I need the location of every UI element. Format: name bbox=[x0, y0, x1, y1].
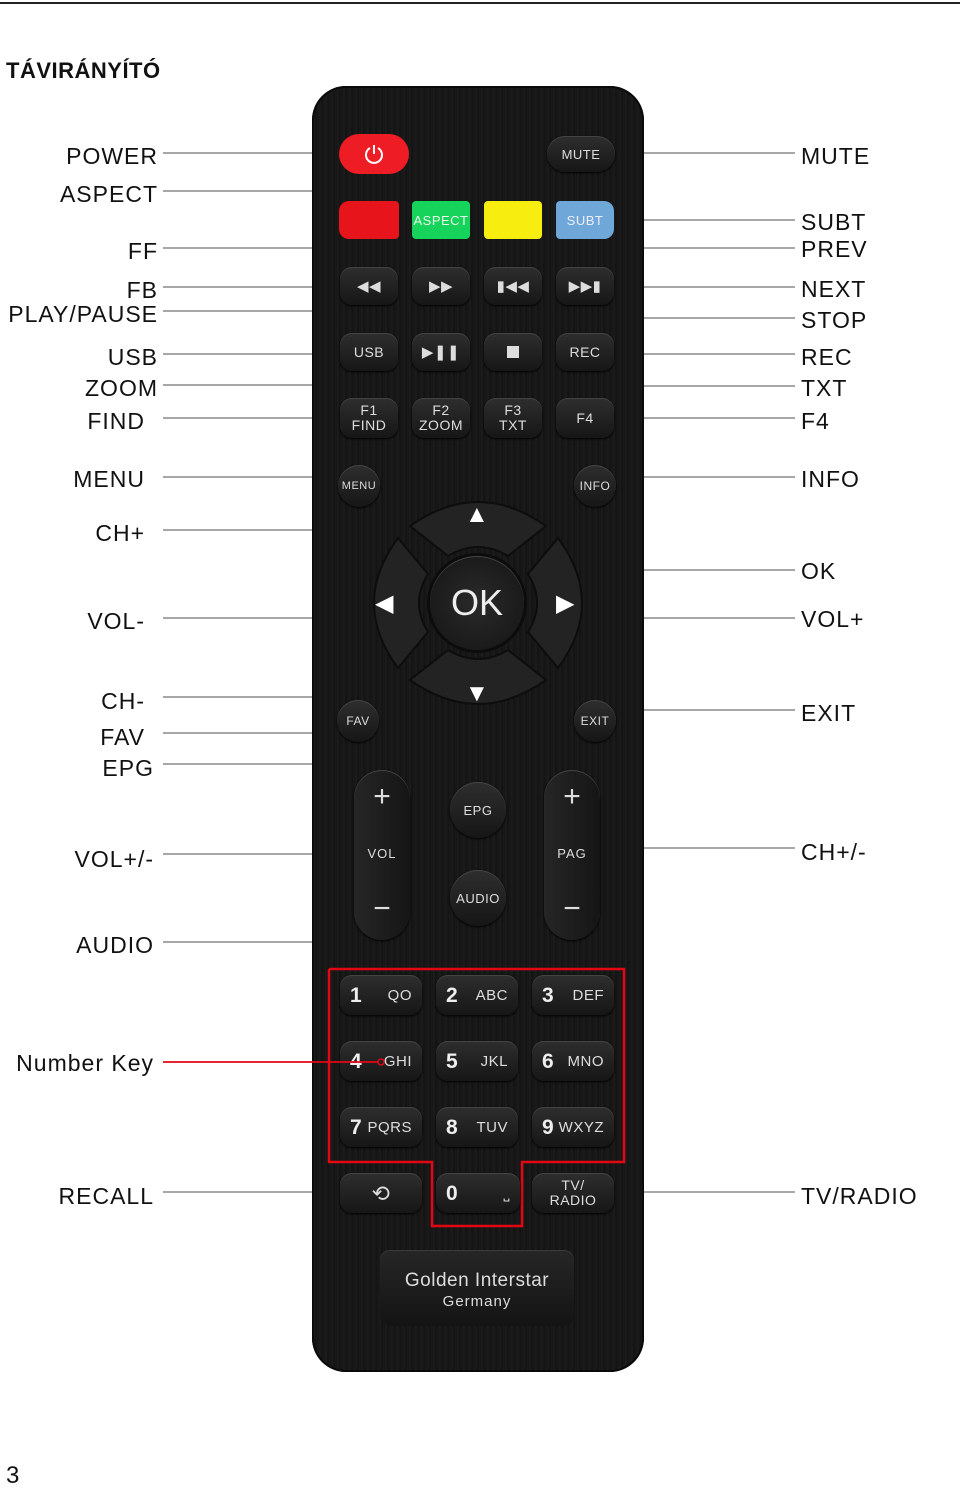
number-key-7-letters: PQRS bbox=[367, 1118, 412, 1136]
recall-button[interactable] bbox=[340, 1173, 422, 1213]
fast-forward-icon: ▶▶ bbox=[428, 277, 454, 295]
label-exit: EXIT bbox=[801, 700, 857, 726]
pag-label: PAG bbox=[557, 846, 587, 861]
number-key-1[interactable] bbox=[340, 975, 422, 1015]
label-info: INFO bbox=[801, 466, 860, 492]
info-button[interactable]: INFO bbox=[574, 465, 616, 507]
label-prev: PREV bbox=[801, 236, 868, 262]
epg-button[interactable]: EPG bbox=[450, 782, 506, 838]
label-tv-radio: TV/RADIO bbox=[801, 1183, 918, 1209]
number-key-8-letters: TUV bbox=[476, 1118, 508, 1136]
arrow-up-icon[interactable]: ▲ bbox=[465, 501, 489, 528]
rec-button[interactable]: REC bbox=[556, 333, 614, 371]
number-key-6[interactable] bbox=[532, 1041, 614, 1081]
f1-find-button[interactable] bbox=[340, 398, 398, 438]
f4-button[interactable]: F4 bbox=[556, 398, 614, 438]
red-button[interactable] bbox=[339, 201, 399, 239]
recall-icon: ⟲ bbox=[371, 1180, 391, 1206]
label-stop: STOP bbox=[801, 307, 868, 333]
number-key-0[interactable] bbox=[436, 1173, 520, 1213]
pag-plus-icon: + bbox=[563, 780, 581, 813]
radio-label: RADIO bbox=[549, 1192, 597, 1208]
label-vol-plus: VOL+ bbox=[801, 606, 865, 632]
label-txt: TXT bbox=[801, 375, 848, 401]
label-mute: MUTE bbox=[801, 143, 871, 169]
label-number-key: Number Key bbox=[16, 1050, 154, 1076]
number-key-2[interactable] bbox=[436, 975, 518, 1015]
label-audio: AUDIO bbox=[76, 932, 154, 958]
number-key-7[interactable] bbox=[340, 1107, 422, 1147]
page-number: 3 bbox=[6, 1462, 20, 1489]
menu-button[interactable]: MENU bbox=[338, 465, 380, 507]
next-button[interactable] bbox=[556, 267, 614, 305]
brand-plate bbox=[380, 1250, 574, 1326]
number-key-2-letters: ABC bbox=[475, 986, 508, 1004]
usb-button[interactable]: USB bbox=[340, 333, 398, 371]
label-recall: RECALL bbox=[58, 1183, 154, 1209]
stop-icon bbox=[507, 346, 519, 358]
prev-button[interactable] bbox=[484, 267, 542, 305]
tv-label: TV/ bbox=[561, 1177, 585, 1193]
skip-next-icon: ▶▶▮ bbox=[568, 277, 602, 295]
rewind-icon: ◀◀ bbox=[356, 277, 382, 295]
label-next: NEXT bbox=[801, 276, 867, 302]
top-rule bbox=[0, 2, 960, 4]
number-key-3[interactable] bbox=[532, 975, 614, 1015]
label-ch-pm: CH+/- bbox=[801, 839, 867, 865]
label-fb: FB bbox=[126, 277, 158, 303]
zoom-label: ZOOM bbox=[419, 417, 463, 433]
subt-button[interactable]: SUBT bbox=[556, 201, 614, 239]
f3-txt-button[interactable] bbox=[484, 398, 542, 438]
label-find: FIND bbox=[87, 408, 145, 434]
number-key-7-digit: 7 bbox=[350, 1115, 363, 1139]
number-key-5-digit: 5 bbox=[446, 1049, 459, 1073]
label-rec: REC bbox=[801, 344, 853, 370]
pag-minus-icon: − bbox=[563, 892, 581, 925]
label-fav: FAV bbox=[100, 724, 145, 750]
vol-minus-icon: − bbox=[373, 892, 391, 925]
number-key-9-digit: 9 bbox=[542, 1115, 555, 1139]
arrow-down-icon[interactable]: ▼ bbox=[465, 680, 489, 707]
number-key-9[interactable] bbox=[532, 1107, 614, 1147]
number-key-6-letters: MNO bbox=[567, 1052, 604, 1070]
number-key-1-digit: 1 bbox=[350, 983, 363, 1007]
vol-plus-icon: + bbox=[373, 780, 391, 813]
label-ok: OK bbox=[801, 558, 837, 584]
arrow-left-icon[interactable]: ◀ bbox=[375, 590, 394, 617]
label-subt: SUBT bbox=[801, 209, 867, 235]
number-key-3-letters: DEF bbox=[572, 986, 604, 1004]
vol-rocker[interactable] bbox=[354, 770, 410, 940]
label-power: POWER bbox=[66, 143, 158, 169]
pag-rocker[interactable] bbox=[544, 770, 600, 940]
space-icon: ⎵ bbox=[503, 1184, 510, 1202]
vol-label: VOL bbox=[367, 846, 397, 861]
number-key-0-digit: 0 bbox=[446, 1181, 459, 1205]
number-key-1-letters: QO bbox=[387, 986, 412, 1004]
number-key-5-letters: JKL bbox=[480, 1052, 508, 1070]
txt-label: TXT bbox=[499, 417, 527, 433]
label-epg: EPG bbox=[102, 755, 154, 781]
arrow-right-icon[interactable]: ▶ bbox=[556, 590, 575, 617]
number-key-6-digit: 6 bbox=[542, 1049, 555, 1073]
power-button[interactable] bbox=[339, 134, 409, 174]
number-key-5[interactable] bbox=[436, 1041, 518, 1081]
number-key-3-digit: 3 bbox=[542, 983, 555, 1007]
brand-name: Golden Interstar bbox=[404, 1270, 550, 1291]
yellow-button[interactable] bbox=[484, 201, 542, 239]
aspect-button[interactable]: ASPECT bbox=[412, 201, 470, 239]
play-pause-icon: ▶❚❚ bbox=[421, 343, 461, 361]
stop-button[interactable] bbox=[484, 333, 542, 371]
label-menu: MENU bbox=[73, 466, 145, 492]
power-icon bbox=[363, 143, 385, 165]
number-key-2-digit: 2 bbox=[446, 983, 459, 1007]
f2-label: F2 bbox=[432, 402, 450, 418]
fb-button[interactable] bbox=[340, 267, 398, 305]
f2-zoom-button[interactable] bbox=[412, 398, 470, 438]
audio-button[interactable]: AUDIO bbox=[450, 870, 506, 926]
number-key-8-digit: 8 bbox=[446, 1115, 459, 1139]
exit-button[interactable]: EXIT bbox=[574, 700, 616, 742]
label-f4: F4 bbox=[801, 408, 830, 434]
label-vol-minus: VOL- bbox=[87, 608, 145, 634]
label-ff: FF bbox=[127, 238, 158, 264]
label-vol-pm: VOL+/- bbox=[74, 846, 154, 872]
brand-country: Germany bbox=[442, 1293, 512, 1310]
number-key-8[interactable] bbox=[436, 1107, 518, 1147]
ok-button[interactable]: OK bbox=[430, 556, 524, 650]
label-ch-minus: CH- bbox=[101, 688, 145, 714]
play-pause-button[interactable] bbox=[412, 333, 470, 371]
tv-radio-button[interactable] bbox=[532, 1173, 614, 1213]
number-key-4[interactable] bbox=[340, 1041, 422, 1081]
label-zoom: ZOOM bbox=[85, 375, 158, 401]
number-key-4-digit: 4 bbox=[350, 1049, 363, 1073]
find-label: FIND bbox=[351, 417, 387, 433]
label-play-pause: PLAY/PAUSE bbox=[8, 301, 158, 327]
f1-label: F1 bbox=[360, 402, 378, 418]
ff-button[interactable] bbox=[412, 267, 470, 305]
fav-button[interactable]: FAV bbox=[337, 700, 379, 742]
mute-button[interactable]: MUTE bbox=[547, 136, 615, 172]
number-key-4-letters: GHI bbox=[383, 1052, 412, 1070]
number-key-9-letters: WXYZ bbox=[558, 1118, 604, 1136]
f3-label: F3 bbox=[504, 402, 522, 418]
page-title: TÁVIRÁNYÍTÓ bbox=[6, 58, 161, 83]
label-usb: USB bbox=[107, 344, 158, 370]
label-aspect: ASPECT bbox=[59, 181, 158, 207]
label-ch-plus: CH+ bbox=[95, 520, 145, 546]
skip-previous-icon: ▮◀◀ bbox=[496, 277, 530, 295]
